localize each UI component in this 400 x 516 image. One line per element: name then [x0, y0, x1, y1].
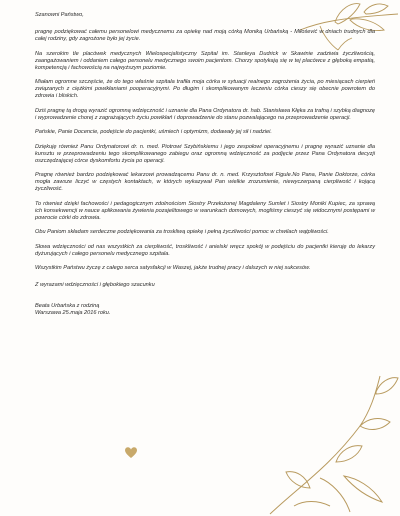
letter-paragraph: Dziękuję również Panu Ordynatorowi dr. n. med. Piotrowi Szybińskiemu i jego zespołowi operacyjnemu i pragnę wyrazić uznanie dla kunsztu w przeprowadzeniu tego skomplikowanego zabiegu oraz ogromną wdzięczność za podjęcie przez Pana Ordynatora decyzji oszczędzającej córce dyskomfortu życia po operacji. [35, 143, 375, 164]
letter-paragraph: Obu Paniom składam serdeczne podziękowania za troskliwą opiekę i pełną życzliwości pomoc w chwilach wątpliwości. [35, 229, 329, 235]
letter-paragraph: Pragnę również bardzo podziękować lekarzowi prowadzącemu Panu dr. n. med. Krzysztofowi Figule.No Pana, Panie Doktorze, córka mogła zawsze liczyć w częstych kontaktach, w których wykazywał Pan wielkie zrozumienie, niewyczerpaną cierpliwość i kojącą życzliwość. [35, 172, 375, 192]
letter-paragraph: Dziś pragnę tą drogą wyrazić ogromną wdzięczność i uznanie dla Pana Ordynatora dr. hab. Stanisława Kłęka za trafną i szybką diagnozę i wyprowadzenie chorej z zagrażających życiu powikłań i doprowadzenie do stanu pozwalającego na przeprowadzenie operacji. [35, 107, 375, 121]
floral-ornament-bottom [240, 366, 400, 516]
letter-paragraph: Miałam ogromne szczęście, że do tego właśnie szpitala trafiła moja córka w sytuacji realnego zagrożenia życia, po miesiącach cierpień związanych z ciężkimi powikłaniami pooperacyjnymi. Po długim i skomplikowanym leczeniu córka cieszy się obecnie powrotem do zdrowia i bliskich. [35, 79, 375, 99]
signature-name: Beata Urbańska z rodziną [35, 303, 100, 309]
letter-paragraph: To również dzięki fachowości i pedagogicznym zdolnościom Siostry Przełożonej Magdaleny Sumlet i Siostry Moniki Kupiec, za sprawą ich konsekwencji w nauce aplikowania żywienia pozajelitowego w warunkach domowych, mogliśmy cieszyć się widocznymi postępami w powrocie córki do zdrowia. [35, 200, 375, 221]
letter-paragraph: Na szerokim tle placówek medycznych Wielospecjalistyczny Szpital im. Stanleya Dudrick w Skawinie zadziwia życzliwością, zaangażowaniem i oddaniem całego personelu medycznego swoim pacjentom. Chorzy spotykają się w tej placówce z głęboką empatią, kompetencją i fachowością na najwyższym poziomie. [35, 50, 375, 71]
letter-greeting: Szanowni Państwo, [35, 12, 84, 18]
letter-body [35, 10, 375, 317]
letter-paragraph: Słowa wdzięczności od nas wszystkich za cierpliwość, troskliwość i anielski wręcz spokój w podejściu do pacjentki kieruję do lekarzy dyżurujących i całego personelu medycznego szpitala. [35, 243, 375, 257]
letter-paragraph: Wszystkim Państwu życzę z całego serca satysfakcji w Waszej, jakże trudnej pracy i dalszych w niej sukcesów. [35, 265, 311, 271]
letter-paragraph: pragnę podziękować całemu personelowi medycznemu za opiekę nad moją córką Moniką Urbańską - Miłośević w dniach trudnych dla całej rodziny, gdy zagrożone było jej życie. [35, 29, 375, 42]
letter-closing: Z wyrazami wdzięczności i głębokiego szacunku [35, 282, 155, 288]
letter-paragraph: Pańskie, Panie Docencie, podejście do pacjentki, uśmiech i optymizm, dodawały jej sił i nadziei. [35, 129, 272, 135]
signature-block [35, 303, 375, 317]
heart-icon [124, 446, 138, 459]
signature-place-date: Warszawa 25.maja 2016 roku. [35, 310, 111, 316]
